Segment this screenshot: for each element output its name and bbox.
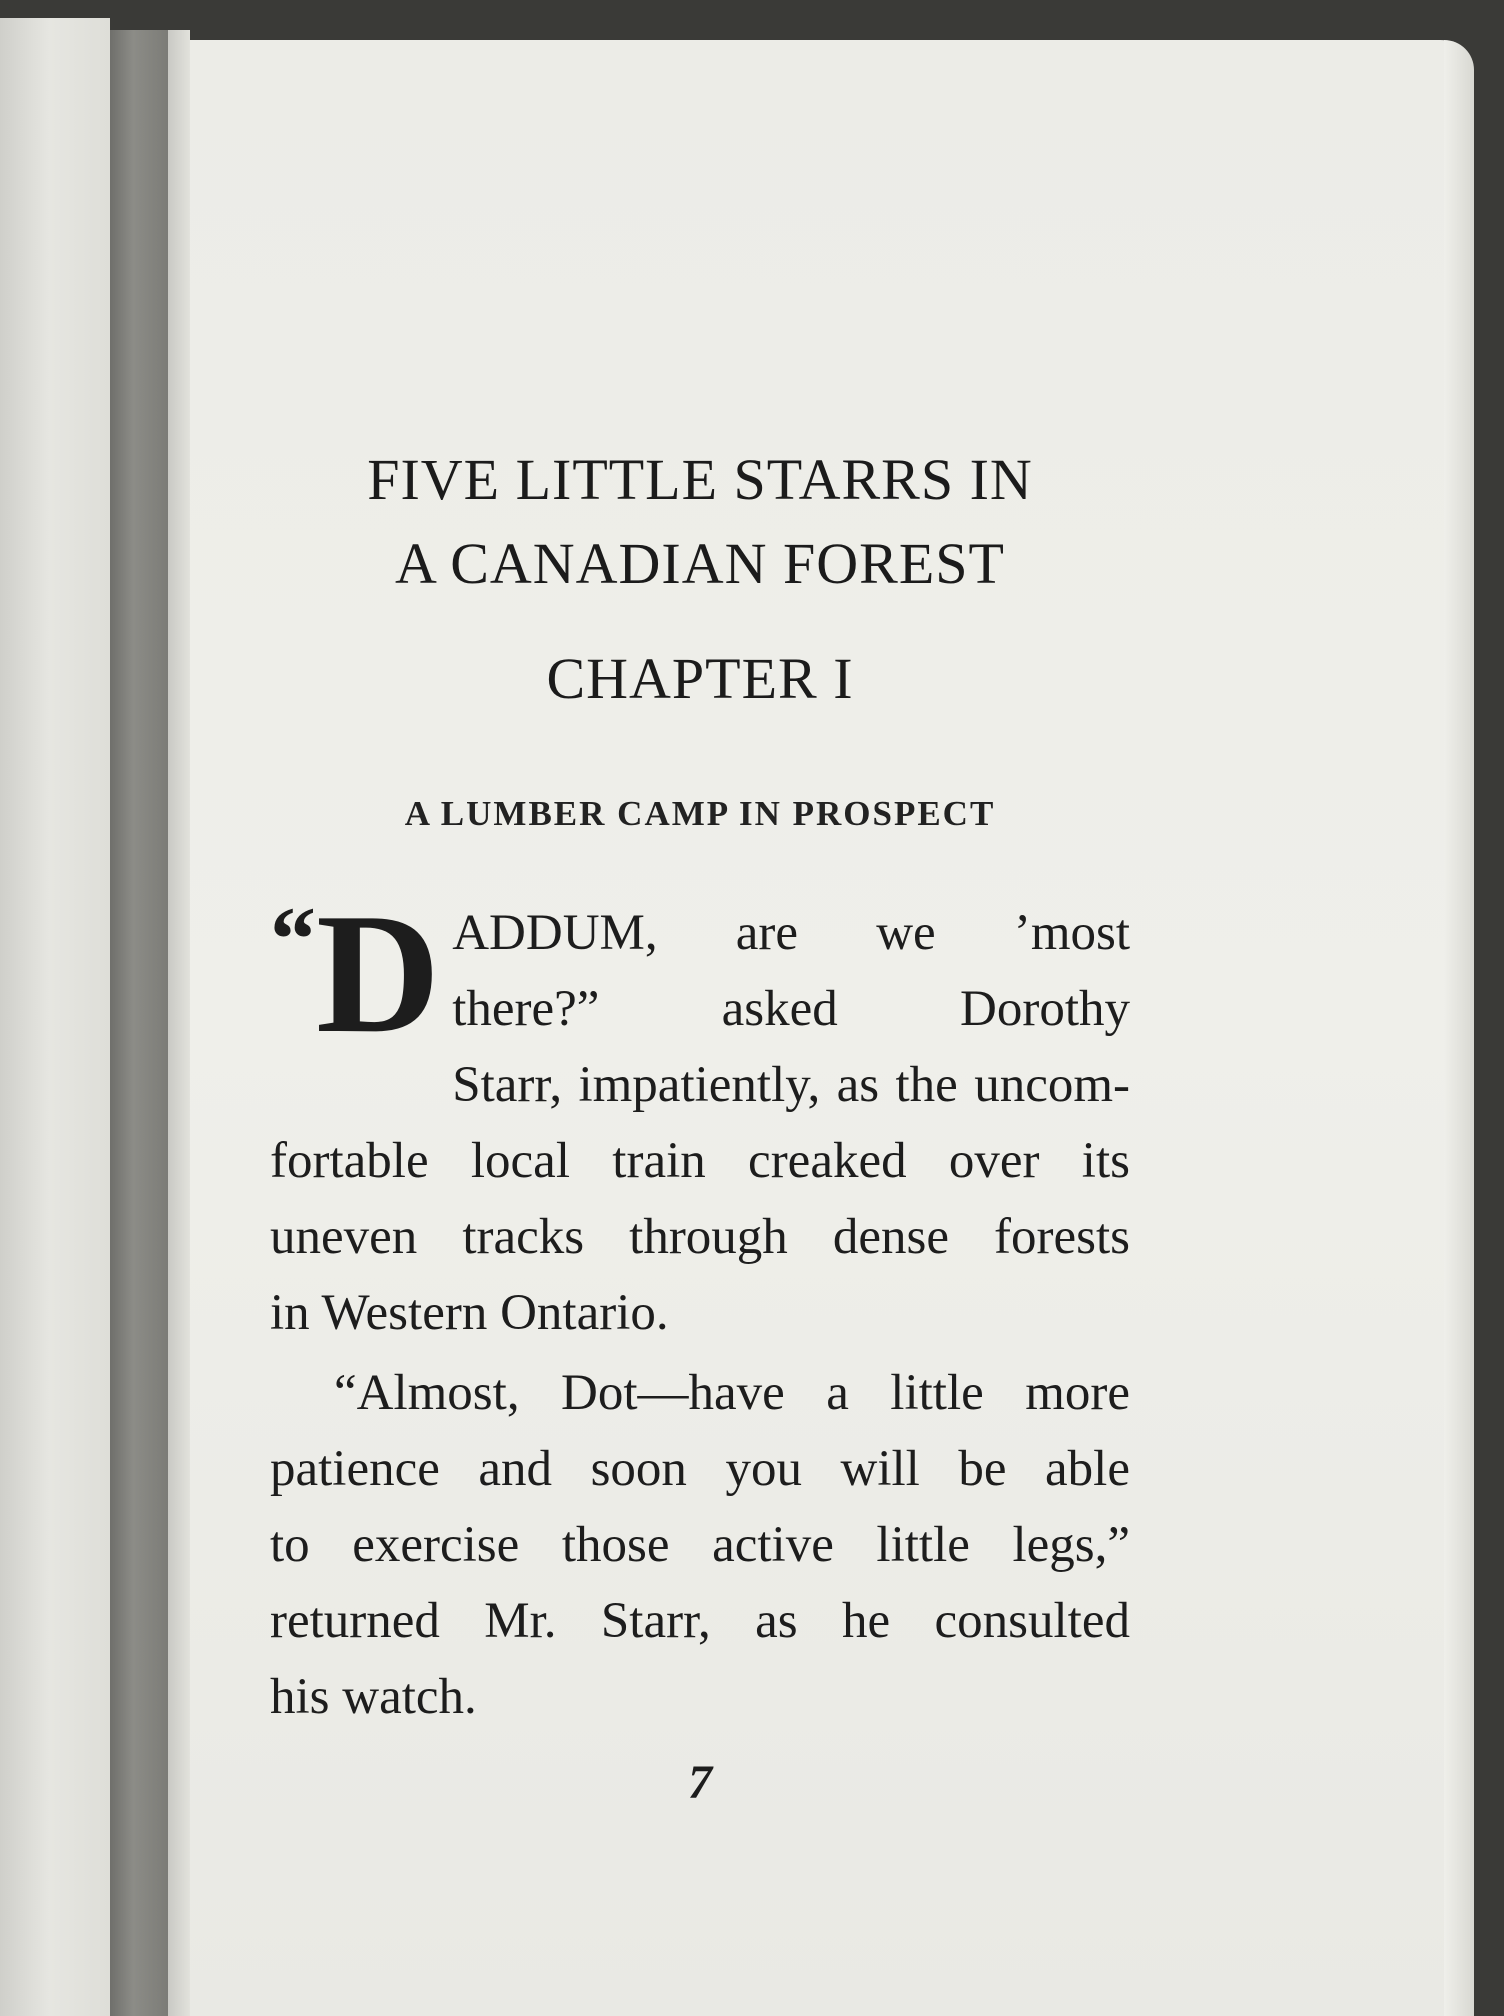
paragraph-1	[270, 879, 1130, 1351]
opening-quote: “	[270, 888, 316, 990]
paragraph-1-line: Starr, impatiently, as the uncom-	[452, 1057, 1130, 1113]
drop-cap-block	[270, 879, 441, 1069]
book-title	[270, 438, 1130, 606]
paragraph-2-line: to exercise those active little legs,”	[270, 1517, 1130, 1573]
paragraph-2-line: his watch.	[270, 1669, 477, 1725]
paragraph-2	[270, 1355, 1130, 1735]
page-number: 7	[688, 1756, 712, 1809]
book-page	[190, 40, 1474, 2016]
left-page-edge	[0, 18, 110, 2016]
drop-cap: D	[316, 879, 441, 1069]
paragraph-2-line: “Almost, Dot—have a little more	[334, 1365, 1130, 1421]
paragraph-2-line: patience and soon you will be able	[270, 1441, 1130, 1497]
paragraph-1-line: there?” asked Dorothy	[452, 981, 1130, 1037]
paragraph-1-line: fortable local train creaked over its	[270, 1133, 1130, 1189]
book-gutter	[110, 30, 168, 2016]
chapter-title: A LUMBER CAMP IN PROSPECT	[404, 794, 996, 833]
gutter-shadow	[168, 30, 190, 2016]
paragraph-1-line: in Western Ontario.	[270, 1285, 669, 1341]
book-title-line-1: FIVE LITTLE STARRS IN	[367, 447, 1033, 512]
paragraph-1-line: ADDUM, are we ’most	[452, 905, 1130, 961]
chapter-heading: CHAPTER I	[546, 646, 854, 711]
page-right-edge	[1444, 40, 1474, 2016]
paragraph-1-line: uneven tracks through dense forests	[270, 1209, 1130, 1265]
book-title-line-2: A CANADIAN FOREST	[395, 531, 1005, 596]
paragraph-2-line: returned Mr. Starr, as he consulted	[270, 1593, 1130, 1649]
